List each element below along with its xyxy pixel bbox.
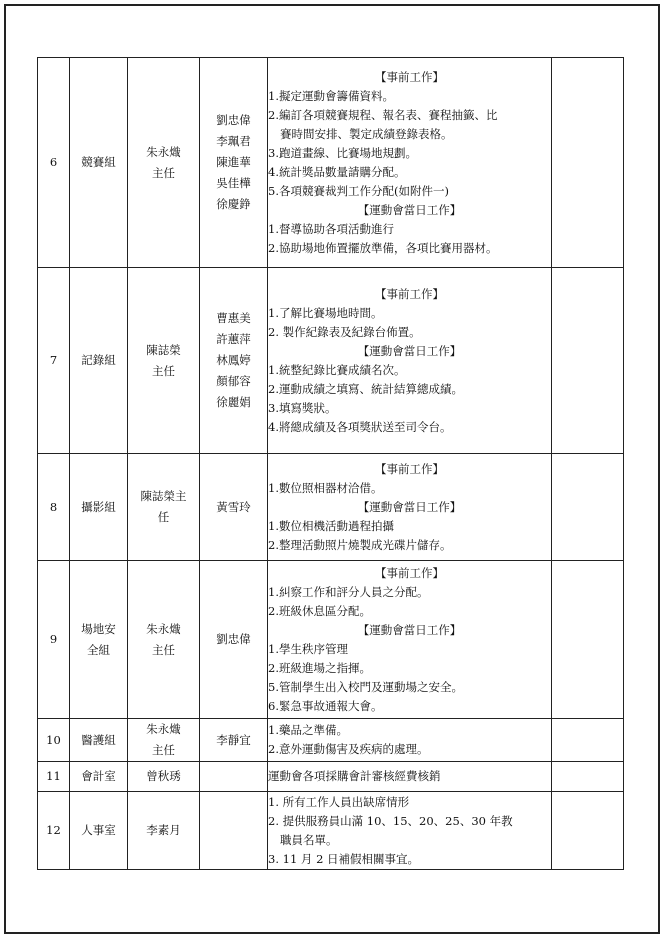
notes-cell — [552, 792, 624, 870]
group-name — [70, 268, 128, 454]
task-item: 1.藥品之準備。 — [268, 723, 348, 737]
group-leader-line: 陳誌榮主 — [140, 489, 187, 503]
task-list — [268, 719, 552, 762]
group-name — [70, 454, 128, 561]
task-section-heading: 【運動會當日工作】 — [357, 622, 462, 637]
table-row — [38, 561, 624, 719]
group-name-line: 攝影組 — [81, 499, 116, 514]
task-item: 5.管制學生出入校門及運動場之安全。 — [268, 679, 463, 694]
task-section-heading: 【事前工作】 — [375, 565, 444, 580]
group-members — [200, 454, 268, 561]
table-row — [38, 762, 624, 792]
row-number: 9 — [38, 561, 70, 719]
group-members — [200, 762, 268, 792]
notes-cell — [552, 719, 624, 762]
group-leader-line: 主任 — [152, 165, 175, 180]
group-leader-line: 朱永熾 — [146, 722, 181, 736]
task-item: 運動會各項採購會計審核經費核銷 — [268, 769, 441, 783]
task-item: 3.跑道畫線、比賽場地規劃。 — [268, 145, 417, 160]
task-list — [268, 561, 552, 719]
task-item: 2.班級休息區分配。 — [268, 603, 371, 618]
row-number: 8 — [38, 454, 70, 561]
notes-cell — [552, 561, 624, 719]
member-name: 劉忠偉 — [216, 113, 251, 127]
task-item-continuation: 職員名單。 — [280, 832, 338, 847]
task-section-heading: 【運動會當日工作】 — [357, 343, 462, 358]
task-section-heading: 【運動會當日工作】 — [357, 499, 462, 514]
group-members — [200, 561, 268, 719]
task-section-heading: 【運動會當日工作】 — [357, 202, 462, 217]
group-leader-line: 主任 — [152, 363, 175, 378]
task-item-continuation: 賽時間安排、製定成績登錄表格。 — [280, 126, 453, 141]
member-name: 林鳳婷 — [216, 353, 251, 367]
task-item: 2. 提供服務員山滿 10、15、20、25、30 年教 — [268, 813, 513, 828]
task-item: 1.糾察工作和評分人員之分配。 — [268, 584, 429, 599]
notes-cell — [552, 268, 624, 454]
table-row — [38, 792, 624, 870]
group-name-line: 醫護組 — [81, 732, 116, 747]
task-item: 2. 製作紀錄表及紀錄台佈置。 — [268, 324, 421, 339]
task-section-heading: 【事前工作】 — [375, 461, 444, 476]
group-leader-line: 朱永熾 — [146, 144, 181, 159]
task-item: 4.將總成績及各項獎狀送至司令台。 — [268, 419, 452, 434]
group-members — [200, 792, 268, 870]
group-name-line: 會計室 — [81, 769, 116, 783]
member-name: 徐麗娟 — [216, 395, 251, 409]
group-leader — [128, 719, 200, 762]
member-name: 吳佳樺 — [216, 176, 251, 190]
task-item: 1.督導協助各項活動進行 — [268, 221, 394, 236]
member-name: 許蕙萍 — [216, 332, 251, 346]
member-name: 李靜宜 — [216, 732, 251, 747]
task-item: 1.了解比賽場地時間。 — [268, 305, 383, 320]
group-name-line: 記錄組 — [81, 353, 116, 367]
member-name: 劉忠偉 — [216, 632, 251, 646]
group-name-line: 場地安 — [81, 621, 116, 636]
table-row — [38, 454, 624, 561]
task-item: 6.緊急事故通報大會。 — [268, 698, 383, 713]
group-name-line: 全組 — [87, 642, 110, 657]
group-name — [70, 719, 128, 762]
task-item: 1.數位照相器材洽借。 — [268, 480, 383, 495]
group-leader — [128, 561, 200, 719]
task-section-heading: 【事前工作】 — [375, 286, 444, 301]
table-row — [38, 58, 624, 268]
task-section-heading: 【事前工作】 — [375, 69, 444, 84]
task-item: 2.整理活動照片燒製成光碟片儲存。 — [268, 537, 452, 552]
task-list — [268, 762, 552, 792]
task-list — [268, 454, 552, 561]
group-name — [70, 561, 128, 719]
group-leader-line: 朱永熾 — [146, 621, 181, 636]
member-name: 顏郁容 — [216, 374, 251, 388]
task-item: 1.擬定運動會籌備資料。 — [268, 88, 394, 103]
row-number: 6 — [38, 58, 70, 268]
member-name: 李珮君 — [216, 134, 251, 148]
group-leader — [128, 762, 200, 792]
task-list — [268, 58, 552, 268]
task-item: 2.意外運動傷害及疾病的處理。 — [268, 742, 429, 756]
group-name-line: 人事室 — [81, 823, 116, 837]
task-item: 3.填寫獎狀。 — [268, 400, 337, 415]
group-leader — [128, 268, 200, 454]
group-members — [200, 268, 268, 454]
table-row — [38, 268, 624, 454]
group-name-line: 競賽組 — [81, 155, 116, 169]
task-item: 3. 11 月 2 日補假相關事宜。 — [268, 851, 420, 866]
task-item: 2.編訂各項競賽規程、報名表、賽程抽籤、比 — [268, 107, 498, 122]
task-list — [268, 792, 552, 870]
task-item: 1.學生秩序管理 — [268, 641, 348, 656]
table-row — [38, 719, 624, 762]
group-leader — [128, 454, 200, 561]
group-leader-line: 主任 — [152, 642, 175, 657]
group-leader — [128, 792, 200, 870]
task-item: 5.各項競賽裁判工作分配(如附件一) — [268, 183, 449, 198]
row-number: 10 — [38, 719, 70, 762]
group-leader-line: 主任 — [152, 743, 175, 757]
task-item: 2.運動成績之填寫、統計結算總成績。 — [268, 381, 463, 396]
task-list — [268, 268, 552, 454]
member-name: 陳進華 — [216, 155, 251, 169]
task-item: 1.統整紀錄比賽成績名次。 — [268, 362, 406, 377]
notes-cell — [552, 454, 624, 561]
group-leader — [128, 58, 200, 268]
member-name: 徐慶錚 — [216, 197, 251, 211]
task-item: 4.統計獎品數量請購分配。 — [268, 164, 406, 179]
member-name: 黃雪玲 — [216, 499, 251, 514]
group-leader-line: 李素月 — [146, 823, 181, 837]
group-leader-line: 任 — [157, 510, 170, 524]
task-item: 1.數位相機活動過程拍攝 — [268, 518, 394, 533]
member-name: 曹惠美 — [216, 311, 251, 325]
task-item: 2.班級進場之指揮。 — [268, 660, 371, 675]
group-leader-line: 曾秋琇 — [146, 769, 181, 783]
row-number: 11 — [38, 762, 70, 792]
group-members — [200, 719, 268, 762]
task-item: 1. 所有工作人員出缺席情形 — [268, 794, 410, 809]
group-name — [70, 58, 128, 268]
notes-cell — [552, 58, 624, 268]
task-item: 2.協助場地佈置擺放準備，各項比賽用器材。 — [268, 240, 498, 255]
group-name — [70, 792, 128, 870]
group-members — [200, 58, 268, 268]
row-number: 12 — [38, 792, 70, 870]
row-number: 7 — [38, 268, 70, 454]
group-leader-line: 陳誌榮 — [146, 342, 181, 357]
notes-cell — [552, 762, 624, 792]
group-name — [70, 762, 128, 792]
duty-table — [37, 57, 624, 870]
